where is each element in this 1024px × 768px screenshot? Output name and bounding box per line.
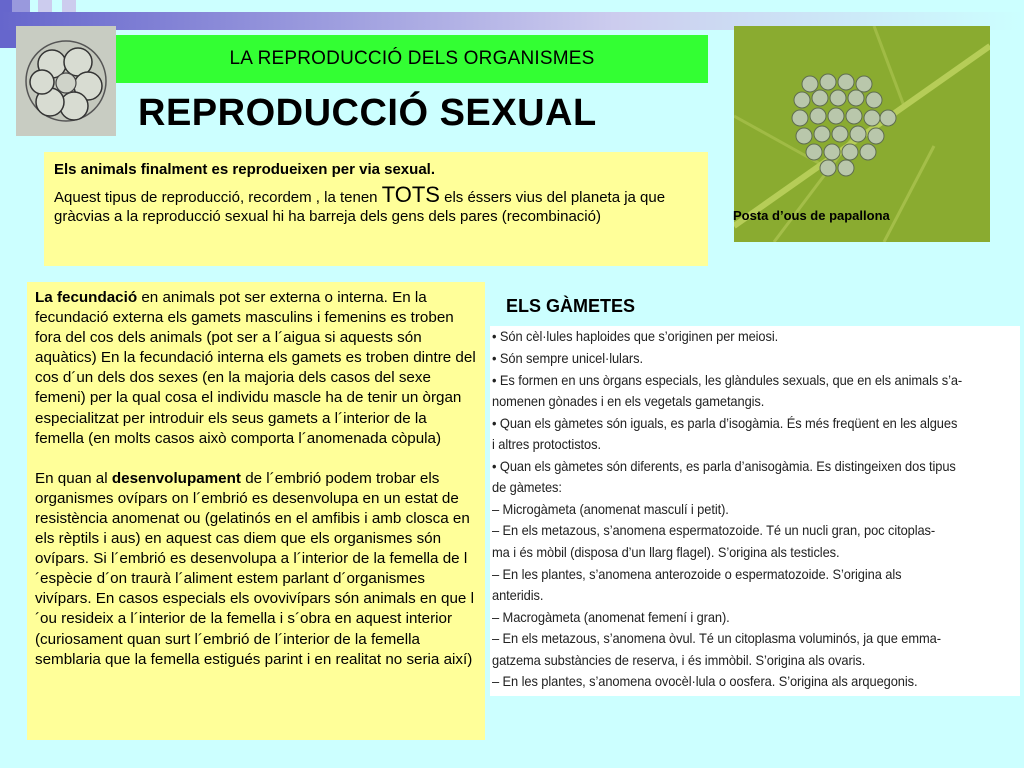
development-text: de l´embrió podem trobar els organismes ovípars on l´embrió es desenvolupa en un estat de resistència anomenat ou (gelatinós en el amfibis i amb closca en els rèptils i aus) en aquest cas diem que els organismes són ovípars. Si l´embrió es desenvolupa a l´interior de la femella de l´espècie d´on traurà l´aliment estem parlant d´organismes vivípars. En casos especials els ovovivípars són animals en que l´ou resideix a l´interior de la femella i s´obra en aquest interior (curiosament quan surt l´embrió de l´interior de la femella semblaria que la femella estigués parint i en realitat no seria així) xyxy=(35,469,474,668)
banner-text: LA REPRODUCCIÓ DELS ORGANISMES xyxy=(229,48,595,69)
fecundation-text-box xyxy=(27,282,485,740)
development-term: desenvolupament xyxy=(111,469,241,487)
intro-text-end: els éssers vius del planeta ja que gràcvias a la reproducció sexual hi ha barreja dels gens dels pares (recombinació) xyxy=(54,189,666,225)
section-banner xyxy=(116,35,708,83)
corner-square xyxy=(0,30,16,48)
list-item: i altres protoctistos. xyxy=(492,436,601,452)
list-item: – En les plantes, s’anomena ovocèl·lula o oosfera. S’origina als arquegonis. xyxy=(492,673,918,689)
list-item: – En les plantes, s’anomena anterozoide o espermatozoide. S’origina als xyxy=(492,566,902,582)
intro-line-1: Els animals finalment es reprodueixen per via sexual. xyxy=(54,161,435,178)
intro-paragraph xyxy=(54,182,698,226)
list-item: anteridis. xyxy=(492,587,544,603)
gametes-heading: ELS GÀMETES xyxy=(506,296,636,316)
list-item: nomenen gònades i en els vegetals gametangis. xyxy=(492,393,765,409)
fecundation-text: en animals pot ser externa o interna. En la fecundació externa els gamets masculins i femenins es troben fora del cos dels animals (pot ser a l´aigua si aquests són aquàtics) En la fecundació interna els gamets es troben dintre del cos d´un dels dos sexes (en la majoria dels casos del sexe femeni) per la qual cosa el individu mascle ha de tenir un òrgan especialitzat per introduir els seus gamets a l´interior de la femella (en molts casos això comporta l´anomenada còpula) xyxy=(35,289,476,447)
list-item: • Són sempre unicel·lulars. xyxy=(492,350,643,366)
list-item: gatzema substàncies de reserva, i és immòbil. S’origina als ovaris. xyxy=(492,652,866,668)
development-paragraph xyxy=(35,469,477,670)
list-item: • Són cèl·lules haploides que s’originen per meiosi. xyxy=(492,328,779,344)
list-item: • Es formen en uns òrgans especials, les glàndules sexuals, que en els animals s’a- xyxy=(492,372,963,388)
photo-caption: Posta d’ous de papallona xyxy=(733,208,890,223)
intro-text-start: Aquest tipus de reproducció, recordem , la tenen xyxy=(54,189,382,206)
list-item: de gàmetes: xyxy=(492,479,562,495)
fecundation-paragraph xyxy=(35,288,477,449)
list-item: – Macrogàmeta (anomenat femení i gran). xyxy=(492,609,730,625)
page-title: REPRODUCCIÓ SEXUAL xyxy=(138,92,597,134)
list-item: • Quan els gàmetes són diferents, es parla d’anisogàmia. Es distingeixen dos tipus xyxy=(492,458,956,474)
list-item: – En els metazous, s’anomena espermatozoide. Té un nucli gran, poc citoplas- xyxy=(492,522,936,538)
list-item: – Microgàmeta (anomenat masculí i petit). xyxy=(492,501,729,517)
corner-square xyxy=(62,0,76,12)
corner-square xyxy=(38,0,52,12)
intro-text-box xyxy=(44,152,708,266)
list-item: • Quan els gàmetes són iguals, es parla d’isogàmia. És més freqüent en les algues xyxy=(492,415,958,431)
corner-square xyxy=(0,0,12,12)
embryo-cells-image xyxy=(16,26,116,136)
development-intro: En quan al xyxy=(35,469,112,487)
list-item: – En els metazous, s’anomena òvul. Té un citoplasma voluminós, ja que emma- xyxy=(492,630,941,646)
list-item: ma i és mòbil (disposa d’un llarg flagel). S’origina als testicles. xyxy=(492,544,840,560)
gametes-list xyxy=(490,326,1020,696)
corner-square xyxy=(12,0,30,12)
fecundation-term: La fecundació xyxy=(35,289,138,306)
intro-emphasis: TOTS xyxy=(381,182,440,207)
